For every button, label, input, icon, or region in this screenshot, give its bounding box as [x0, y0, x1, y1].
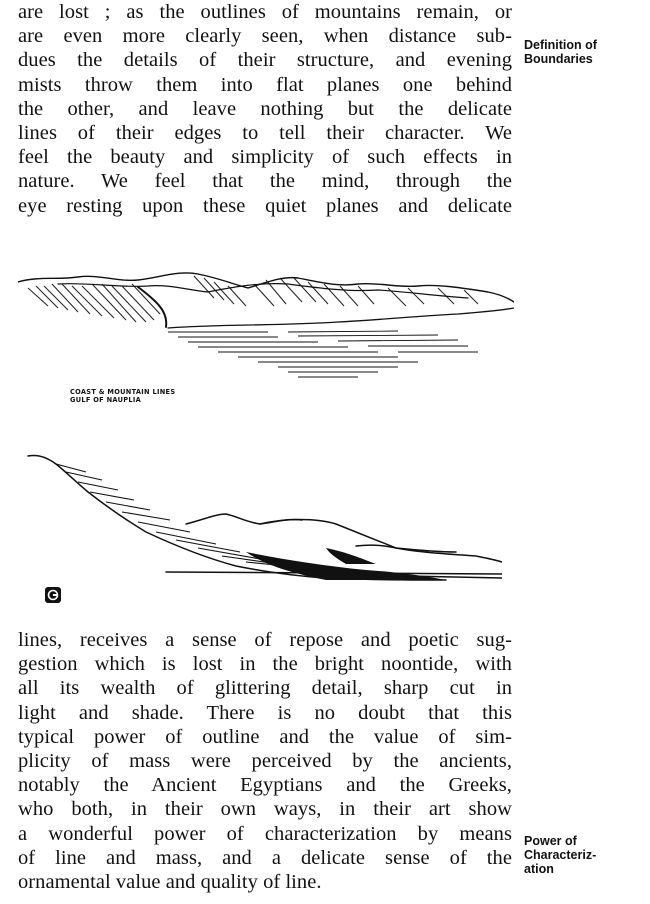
figure-caption [70, 388, 175, 404]
margin-note-line: ation [524, 862, 554, 876]
text-line: light and shade. There is no doubt that this [18, 701, 512, 724]
text-line: notably the Ancient Egyptians and the Greeks, [18, 774, 512, 797]
text-line: mists throw them into flat planes one behind [18, 73, 512, 96]
text-line: plicity of mass were perceived by the ancients, [18, 749, 512, 772]
caption-line: GULF OF NAUPLIA [70, 396, 142, 404]
text-line: typical power of outline and the value of sim- [18, 725, 512, 748]
coast-mountain-sketch [18, 262, 514, 390]
text-line: who both, in their own ways, in their art show [18, 798, 512, 821]
paragraph-top [18, 0, 512, 218]
text-line: of line and mass, and a delicate sense of the [18, 846, 512, 869]
text-line: eye resting upon these quiet planes and delicate [18, 194, 512, 217]
text-line: feel the beauty and simplicity of such effects in [18, 146, 512, 169]
text-line: lines, receives a sense of repose and poetic sug- [18, 629, 512, 651]
text-line: a wonderful power of characterization by means [18, 822, 512, 845]
margin-note-line: Boundaries [524, 52, 593, 66]
text-line: the other, and leave nothing but the delicate [18, 97, 512, 120]
margin-note-power-of-characterization [524, 834, 644, 876]
text-line: ornamental value and quality of line. [18, 870, 322, 893]
text-line: nature. We feel that the mind, through the [18, 170, 512, 193]
text-line: lines of their edges to tell their character. We [18, 121, 512, 144]
text-line: dues the details of their structure, and evening [18, 49, 512, 72]
text-line: are even more clearly seen, when distance sub- [18, 25, 512, 48]
margin-note-line: Characteriz- [524, 848, 597, 862]
paragraph-bottom [18, 628, 512, 894]
margin-note-line: Power of [524, 834, 577, 848]
margin-note-definition-of-boundaries [524, 38, 644, 66]
text-line: are lost ; as the outlines of mountains remain, or [18, 1, 512, 23]
text-line: gestion which is lost in the bright noontide, with [18, 653, 512, 676]
margin-note-line: Definition of [524, 38, 597, 52]
monogram-icon [44, 586, 62, 604]
caption-line: COAST & MOUNTAIN LINES [70, 388, 176, 396]
text-line: all its wealth of glittering detail, sharp cut in [18, 677, 512, 700]
mountain-slope-sketch [26, 448, 502, 584]
